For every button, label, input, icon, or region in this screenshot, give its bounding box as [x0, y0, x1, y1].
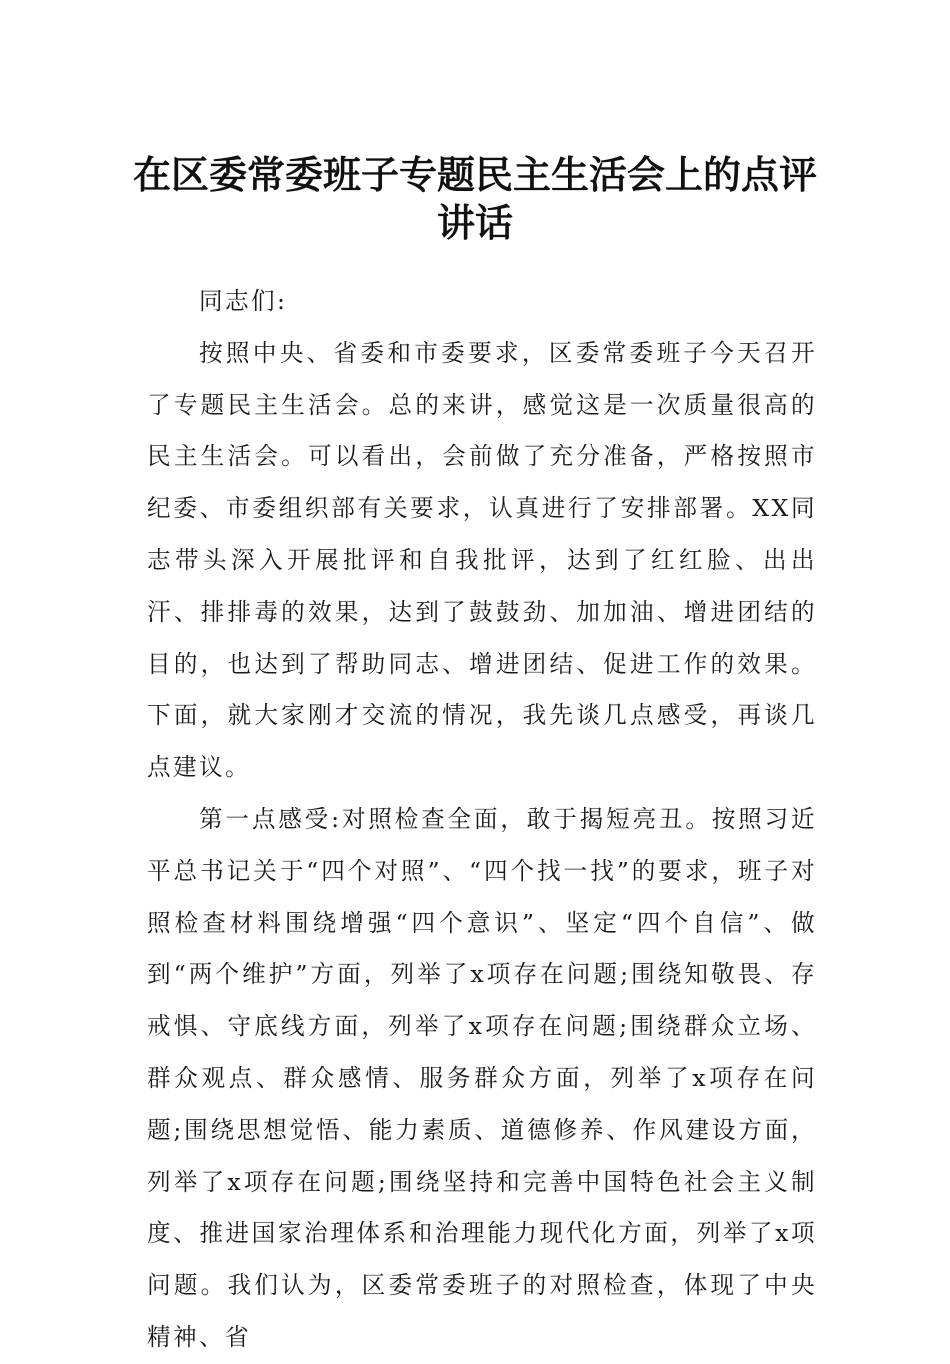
paragraph-first-impression: 第一点感受:对照检查全面，敢于揭短亮丑。按照习近平总书记关于“四个对照”、“四个找一找”的要求，班子对照检查材料围绕增强“四个意识”、坚定“四个自信”、做到“两个维护”方面，列举了x项存在问题;围绕知敬畏、存戒惧、守底线方面，列举了x项存在问题;围绕群众立场、群众观点、群众感情、服务群众方面，列举了x项存在问题;围绕思想觉悟、能力素质、道德修养、作风建设方面，列举了x项存在问题;围绕坚持和完善中国特色社会主义制度、推进国家治理体系和治理能力现代化方面，列举了x项问题。我们认为，区委常委班子的对照检查，体现了中央精神、省 [147, 804, 817, 1351]
document-body [147, 276, 817, 1364]
document-title-line-1: 在区委常委班子专题民主生活会上的点评 [132, 152, 817, 197]
document-title-line-2: 讲话 [436, 200, 513, 245]
salutation: 同志们: [199, 287, 288, 315]
paragraph-intro: 按照中央、省委和市委要求，区委常委班子今天召开了专题民主生活会。总的来讲，感觉这是一次质量很高的民主生活会。可以看出，会前做了充分准备，严格按照市纪委、市委组织部有关要求，认真进行了安排部署。XX同志带头深入开展批评和自我批评，达到了红红脸、出出汗、排排毒的效果，达到了鼓鼓劲、加加油、增进团结的目的，也达到了帮助同志、增进团结、促进工作的效果。下面，就大家刚才交流的情况，我先谈几点感受，再谈几点建议。 [147, 338, 817, 782]
